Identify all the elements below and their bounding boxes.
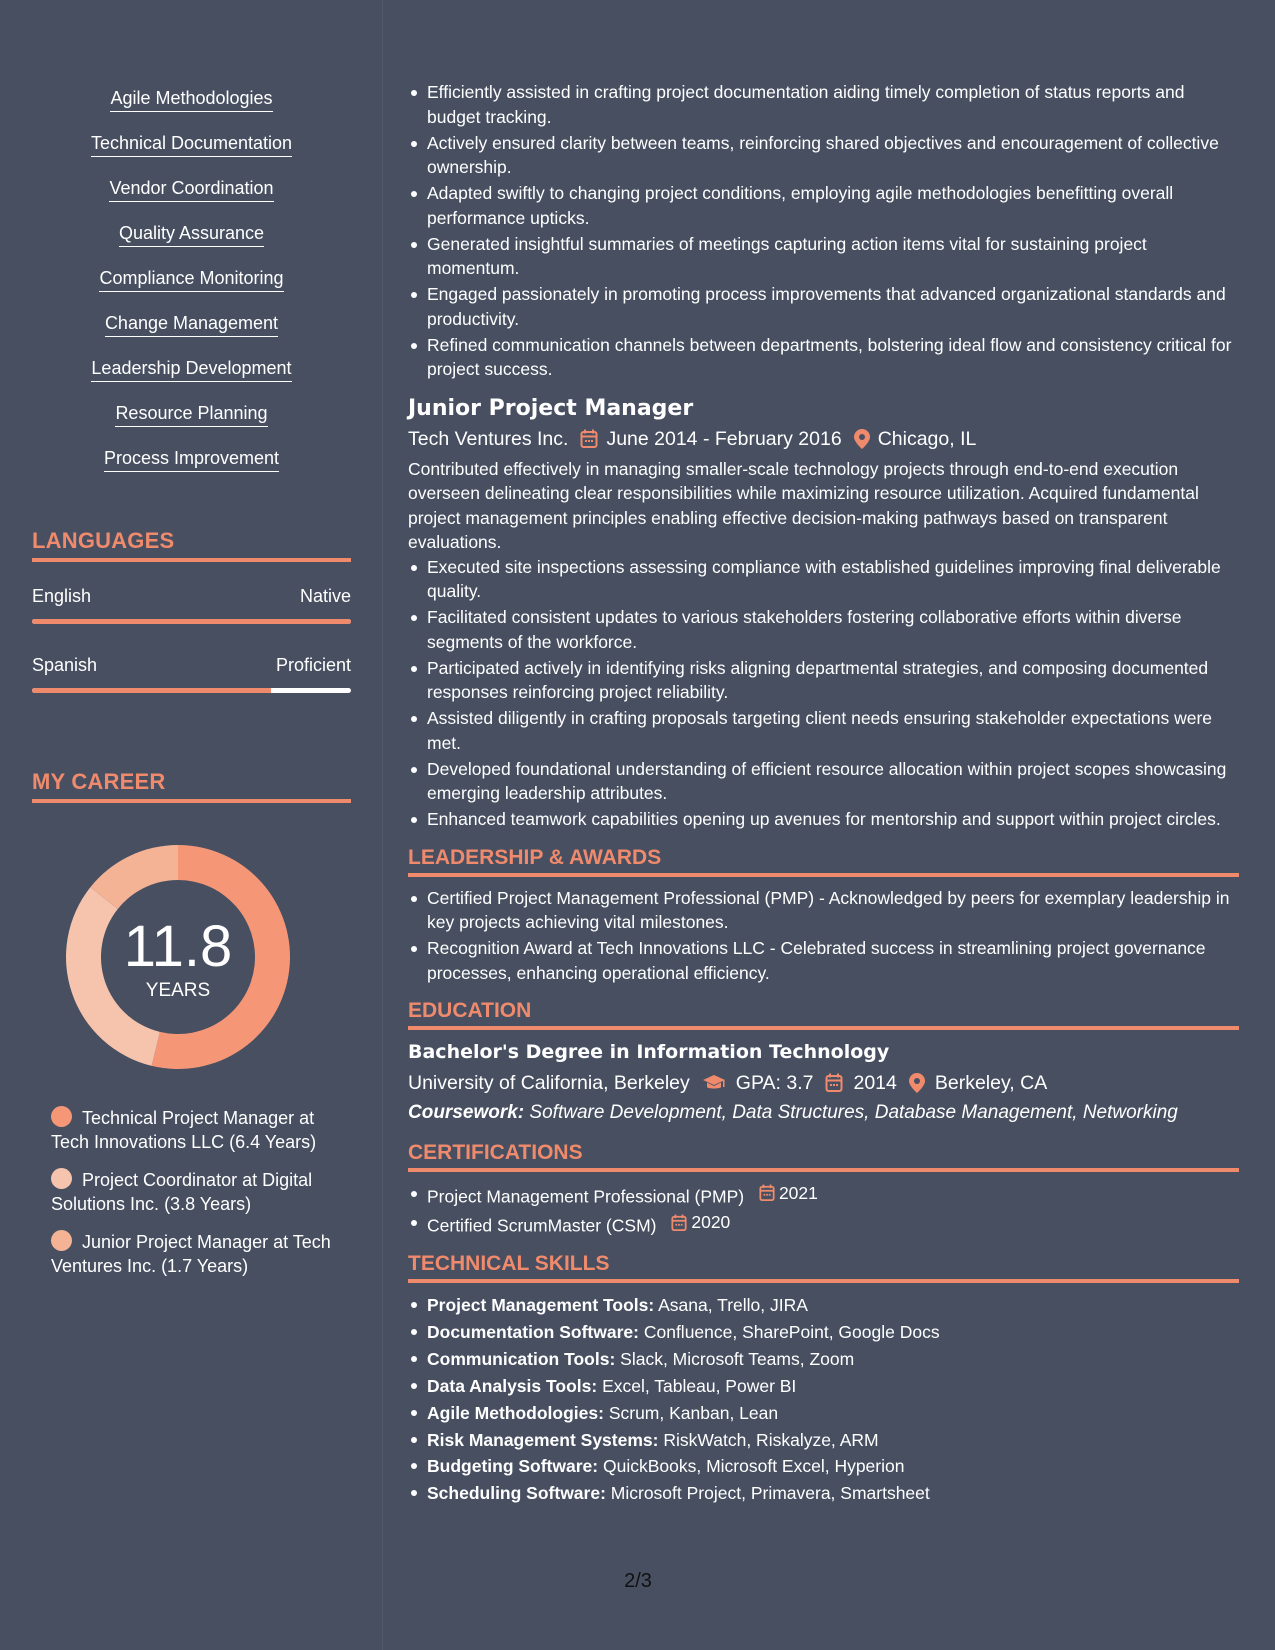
calendar-icon [671,1214,687,1232]
skill-item [32,267,351,312]
tech-skill-label: Communication Tools: [427,1348,616,1369]
column-divider [382,0,383,1650]
tech-skill-item [408,1373,1239,1400]
tech-skill-value: Excel, Tableau, Power BI [602,1375,797,1396]
language-name: English [32,586,92,606]
tech-skill-item [408,1453,1239,1480]
bullet-item: Generated insightful summaries of meetings capturing action items vital for sustaining project momentum. [408,232,1239,281]
tech-skill-label: Documentation Software: [427,1321,639,1342]
language-level: Native [299,586,351,606]
coursework-label: Coursework: [408,1102,525,1123]
tech-skill-label: Data Analysis Tools: [427,1375,598,1396]
certification-year: 2020 [691,1212,731,1233]
bullet-item: Executed site inspections assessing compliance with established guidelines improving final deliverable quality. [408,555,1239,604]
job-company: Tech Ventures Inc. [408,427,569,450]
skill-item [32,87,351,132]
career-legend-item [51,1168,341,1216]
bullet-item: Assisted diligently in crafting proposals targeting client needs ensuring stakeholder expectations were met. [408,706,1239,755]
education-school: University of California, Berkeley [408,1072,690,1094]
tech-skill-item [408,1427,1239,1454]
language-spanish [32,654,351,693]
language-bar-fill [32,688,271,693]
career-legend-item [51,1106,341,1154]
skill-item [32,357,351,402]
education-meta [408,1069,1239,1097]
bullet-item: Adapted swiftly to changing project conditions, employing agile methodologies benefitting overall performance upticks. [408,181,1239,230]
job-description: Contributed effectively in managing smaller-scale technology projects through end-to-end execution overseen delineating clear responsibilities while maximizing resource utilization. Acquired fundamental project management principles enabling effective decision-making pathways based on transparent evaluations. [408,458,1199,552]
tech-skill-label: Budgeting Software: [427,1456,599,1477]
education-degree: Bachelor's Degree in Information Technology [408,1041,890,1063]
career-unit: YEARS [145,980,211,1001]
languages-heading: LANGUAGES [32,528,351,562]
skills-list [32,87,351,492]
tech-skill-value: Asana, Trello, JIRA [658,1295,808,1315]
skill-item [32,312,351,357]
education-heading: EDUCATION [408,999,1239,1030]
career-donut-chart [66,845,290,1069]
education-location: Berkeley, CA [934,1072,1048,1094]
certification-year: 2021 [778,1183,818,1203]
career-total-years: 11.8 [123,914,233,979]
awards-heading: LEADERSHIP & AWARDS [408,846,1239,877]
skill-label: Change Management [105,312,278,337]
page-number: 2/3 [624,1570,652,1592]
career-legend [51,1106,341,1292]
job-location: Chicago, IL [877,427,977,450]
tech-skill-item [408,1346,1239,1373]
bullet-item: Efficiently assisted in crafting project documentation aiding timely completion of status reports and budget tracking. [408,80,1239,129]
tech-skill-value: Scrum, Kanban, Lean [608,1402,779,1423]
career-legend-label: Technical Project Manager at Tech Innovations LLC (6.4 Years) [51,1108,317,1152]
education-year: 2014 [853,1072,897,1094]
calendar-icon [825,1073,843,1093]
certification-date [759,1181,818,1206]
awards-list [408,886,1239,986]
right-column [408,80,1239,1507]
education-gpa: GPA: 3.7 [735,1072,814,1094]
tech-skill-label: Scheduling Software: [427,1483,606,1504]
coursework-value: Software Development, Data Structures, Database Management, Networking [529,1102,1178,1123]
certification-item [408,1210,1239,1238]
skill-item [32,222,351,267]
career-legend-label: Junior Project Manager at Tech Ventures Inc. (1.7 Years) [51,1232,331,1276]
skill-label: Vendor Coordination [109,177,273,202]
language-bar-fill [32,619,351,624]
job-title: Junior Project Manager [408,395,694,421]
certification-name: Certified ScrumMaster (CSM) [427,1215,657,1236]
tech-skill-value: Slack, Microsoft Teams, Zoom [620,1348,855,1369]
legend-dot [51,1106,72,1127]
calendar-icon [759,1184,775,1202]
tech-skill-item [408,1319,1239,1346]
skill-label: Resource Planning [115,402,267,427]
tech-skill-label: Agile Methodologies: [427,1402,604,1423]
certifications-list [408,1181,1239,1238]
award-item: Certified Project Management Professional (PMP) - Acknowledged by peers for exemplary leadership in key projects achieving vital milestones. [408,886,1239,935]
location-pin-icon [854,429,870,449]
certifications-heading: CERTIFICATIONS [408,1141,1239,1172]
job-dates: June 2014 - February 2016 [606,427,842,450]
skill-label: Process Improvement [104,447,279,472]
skill-item [32,177,351,222]
bullet-item: Developed foundational understanding of efficient resource allocation within project scopes showcasing emerging leadership attributes. [408,757,1239,806]
language-name: Spanish [32,655,98,675]
skill-label: Technical Documentation [91,132,292,157]
certification-date [671,1210,730,1235]
job-meta [408,425,1239,453]
tech-skill-value: RiskWatch, Riskalyze, ARM [663,1429,879,1450]
technical-skills-heading: TECHNICAL SKILLS [408,1252,1239,1283]
bullet-item: Facilitated consistent updates to various stakeholders fostering collaborative efforts within diverse segments of the workforce. [408,605,1239,654]
previous-job-bullets [408,80,1239,382]
skill-item [32,132,351,177]
career-legend-item [51,1230,341,1278]
tech-skill-label: Project Management Tools: [427,1295,655,1315]
bullet-item: Actively ensured clarity between teams, reinforcing shared objectives and encouragement of collective ownership. [408,131,1239,180]
graduation-cap-icon [702,1074,726,1092]
bullet-item: Participated actively in identifying risks aligning departmental strategies, and composing documented responses reinforcing project reliability. [408,656,1239,705]
technical-skills-list [408,1292,1239,1507]
career-legend-label: Project Coordinator at Digital Solutions Inc. (3.8 Years) [51,1170,313,1214]
bullet-item: Refined communication channels between departments, bolstering ideal flow and consistency critical for project success. [408,333,1239,382]
tech-skill-value: QuickBooks, Microsoft Excel, Hyperion [602,1456,905,1477]
education-coursework [408,1099,1239,1127]
certification-name: Project Management Professional (PMP) [427,1186,745,1207]
bullet-item: Enhanced teamwork capabilities opening up avenues for mentorship and support within project circles. [408,807,1239,832]
legend-dot [51,1168,72,1189]
career-heading: MY CAREER [32,769,351,803]
award-item: Recognition Award at Tech Innovations LLC - Celebrated success in streamlining project governance processes, enhancing operational efficiency. [408,936,1239,985]
skill-label: Leadership Development [91,357,291,382]
tech-skill-item [408,1480,1239,1507]
language-bar [32,688,351,693]
skill-label: Quality Assurance [119,222,264,247]
language-level: Proficient [275,655,351,675]
skill-item [32,402,351,447]
tech-skill-value: Confluence, SharePoint, Google Docs [643,1321,940,1342]
certification-item [408,1181,1239,1209]
skill-label: Agile Methodologies [110,87,272,112]
tech-skill-value: Microsoft Project, Primavera, Smartsheet [610,1483,930,1504]
legend-dot [51,1230,72,1251]
calendar-icon [580,429,598,449]
tech-skill-label: Risk Management Systems: [427,1429,659,1450]
skill-item [32,447,351,492]
tech-skill-item [408,1292,1239,1319]
donut-center [66,845,290,1069]
tech-skill-item [408,1400,1239,1427]
skill-label: Compliance Monitoring [99,267,283,292]
bullet-item: Engaged passionately in promoting process improvements that advanced organizational standards and productivity. [408,282,1239,331]
location-pin-icon [909,1073,925,1093]
language-bar [32,619,351,624]
language-english [32,585,351,624]
job-bullets [408,555,1239,832]
